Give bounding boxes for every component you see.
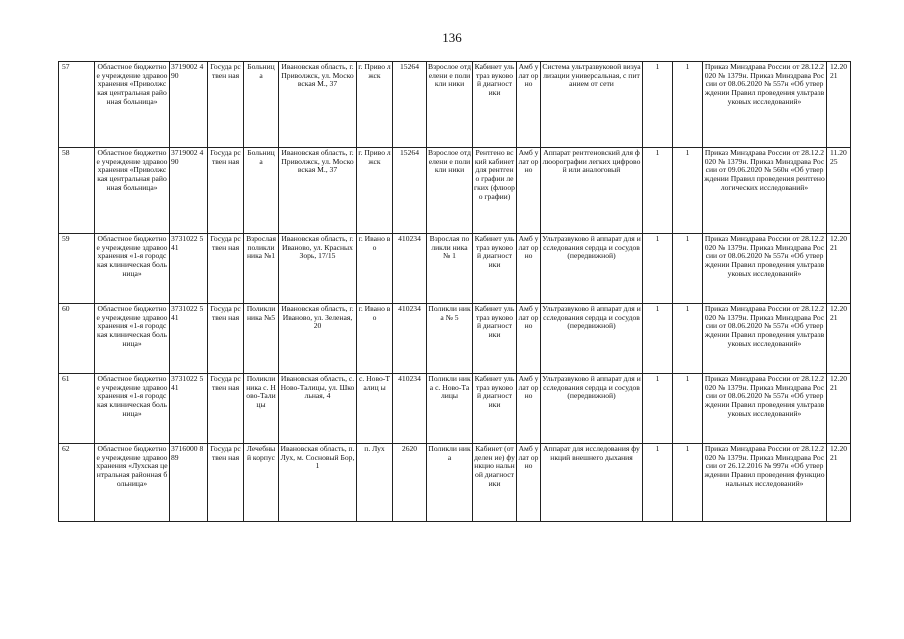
table-row <box>59 374 851 444</box>
delivery-date: 12.20 21 <box>827 304 851 374</box>
organization-name: Областное бюджетное учреждение здравоохранения «1-я городская клиническая больница» <box>95 304 170 374</box>
quantity-planned: 1 <box>673 234 703 304</box>
care-conditions: Амб улат орно <box>517 444 541 522</box>
department: Взрослая поликли ника № 1 <box>427 234 473 304</box>
page-number: 136 <box>442 30 462 45</box>
locality: п. Лух <box>357 444 393 522</box>
room: Рентгено вский кабинет для рентгено графии легких (флюоро графии) <box>473 148 517 234</box>
structural-unit: Больниц а <box>244 62 279 148</box>
locality: г. Ивано во <box>357 304 393 374</box>
ownership-form: Госуда рствен ная <box>208 444 244 522</box>
table-row <box>59 444 851 522</box>
structural-unit: Больниц а <box>244 148 279 234</box>
equipment-register-table <box>58 61 851 522</box>
quantity-planned: 1 <box>673 304 703 374</box>
quantity-required: 1 <box>643 444 673 522</box>
inn-code: 3731022 541 <box>170 374 208 444</box>
row-number: 57 <box>59 62 95 148</box>
address: Ивановская область, г. Иваново, ул. Красных Зорь, 17/15 <box>279 234 357 304</box>
regulatory-basis: Приказ Минздрава России от 28.12.2020 № 1379н. Приказ Минздрава России от 26.12.2016 № 997н «Об утверждении Правил проведения функциональных исследований» <box>703 444 827 522</box>
regulatory-basis: Приказ Минздрава России от 28.12.2020 № 1379н. Приказ Минздрава России от 08.06.2020 № 557н «Об утверждении Правил проведения ультразвуковых исследований» <box>703 62 827 148</box>
organization-name: Областное бюджетное учреждение здравоохранения «1-я городская клиническая больница» <box>95 374 170 444</box>
department: Поликли ника с. Ново-Талицы <box>427 374 473 444</box>
quantity-required: 1 <box>643 374 673 444</box>
postal-index: 2620 <box>393 444 427 522</box>
postal-index: 15264 <box>393 62 427 148</box>
care-conditions: Амб улат орно <box>517 304 541 374</box>
delivery-date: 12.20 21 <box>827 62 851 148</box>
room: Кабинет ультраз вуковой диагност ики <box>473 304 517 374</box>
postal-index: 15264 <box>393 148 427 234</box>
address: Ивановская область, с. Ново-Талицы, ул. Школьная, 4 <box>279 374 357 444</box>
structural-unit: Поликли ника с. Ново-Талицы <box>244 374 279 444</box>
locality: с. Ново-Талиц ы <box>357 374 393 444</box>
inn-code: 3719002 490 <box>170 148 208 234</box>
structural-unit: Поликли ника №5 <box>244 304 279 374</box>
regulatory-basis: Приказ Минздрава России от 28.12.2020 № 1379н. Приказ Минздрава России от 08.06.2020 № 557н «Об утверждении Правил проведения ультразвуковых исследований» <box>703 374 827 444</box>
ownership-form: Госуда рствен ная <box>208 62 244 148</box>
care-conditions: Амб улат орно <box>517 234 541 304</box>
inn-code: 3719002 490 <box>170 62 208 148</box>
quantity-planned: 1 <box>673 444 703 522</box>
equipment-name: Система ультразвуковой визуализации универсальная, с питанием от сети <box>541 62 643 148</box>
organization-name: Областное бюджетное учреждение здравоохранения «Приволжская центральная районная больница» <box>95 62 170 148</box>
care-conditions: Амб улат орно <box>517 374 541 444</box>
row-number: 61 <box>59 374 95 444</box>
postal-index: 410234 <box>393 374 427 444</box>
room: Кабинет (отделен ие) функцио нальной диагност ики <box>473 444 517 522</box>
row-number: 62 <box>59 444 95 522</box>
address: Ивановская область, г. Иваново, ул. Зеленая, 20 <box>279 304 357 374</box>
department: Взрослое отделени е поликли ники <box>427 148 473 234</box>
organization-name: Областное бюджетное учреждение здравоохранения «Приволжская центральная районная больница» <box>95 148 170 234</box>
quantity-required: 1 <box>643 304 673 374</box>
inn-code: 3731022 541 <box>170 234 208 304</box>
equipment-name: Аппарат рентгеновский для флюорографии легких цифровой или аналоговый <box>541 148 643 234</box>
delivery-date: 12.20 21 <box>827 234 851 304</box>
quantity-planned: 1 <box>673 374 703 444</box>
postal-index: 410234 <box>393 234 427 304</box>
room: Кабинет ультраз вуковой диагност ики <box>473 374 517 444</box>
equipment-name: Ультразвуково й аппарат для исследования сердца и сосудов (передвижной) <box>541 234 643 304</box>
postal-index: 410234 <box>393 304 427 374</box>
department: Поликли ника <box>427 444 473 522</box>
department: Поликли ника № 5 <box>427 304 473 374</box>
ownership-form: Госуда рствен ная <box>208 148 244 234</box>
table-row <box>59 304 851 374</box>
equipment-name: Ультразвуково й аппарат для исследования сердца и сосудов (передвижной) <box>541 304 643 374</box>
quantity-required: 1 <box>643 62 673 148</box>
department: Взрослое отделени е поликли ники <box>427 62 473 148</box>
row-number: 60 <box>59 304 95 374</box>
table-row <box>59 234 851 304</box>
delivery-date: 12.20 21 <box>827 374 851 444</box>
equipment-name: Ультразвуково й аппарат для исследования сердца и сосудов (передвижной) <box>541 374 643 444</box>
row-number: 58 <box>59 148 95 234</box>
organization-name: Областное бюджетное учреждение здравоохранения «Лухская центральная районная больница» <box>95 444 170 522</box>
delivery-date: 12.20 21 <box>827 444 851 522</box>
locality: г. Приво лжск <box>357 62 393 148</box>
structural-unit: Взрослая поликли ника №1 <box>244 234 279 304</box>
table-row <box>59 148 851 234</box>
ownership-form: Госуда рствен ная <box>208 374 244 444</box>
locality: г. Приво лжск <box>357 148 393 234</box>
room: Кабинет ультраз вуковой диагност ики <box>473 234 517 304</box>
table-body <box>59 62 851 522</box>
ownership-form: Госуда рствен ная <box>208 234 244 304</box>
room: Кабинет ультраз вуковой диагност ики <box>473 62 517 148</box>
organization-name: Областное бюджетное учреждение здравоохранения «1-я городская клиническая больница» <box>95 234 170 304</box>
locality: г. Ивано во <box>357 234 393 304</box>
delivery-date: 11.20 25 <box>827 148 851 234</box>
address: Ивановская область, г. Приволжск, ул. Московская М., 37 <box>279 148 357 234</box>
structural-unit: Лечебны й корпус <box>244 444 279 522</box>
row-number: 59 <box>59 234 95 304</box>
equipment-name: Аппарат для исследования функций внешнего дыхания <box>541 444 643 522</box>
inn-code: 3716000 889 <box>170 444 208 522</box>
address: Ивановская область, г. Приволжск, ул. Московская М., 37 <box>279 62 357 148</box>
regulatory-basis: Приказ Минздрава России от 28.12.2020 № 1379н. Приказ Минздрава России от 08.06.2020 № 557н «Об утверждении Правил проведения ультразвуковых исследований» <box>703 304 827 374</box>
care-conditions: Амб улат орно <box>517 148 541 234</box>
address: Ивановская область, п. Лух, м. Сосновый Бор, 1 <box>279 444 357 522</box>
quantity-planned: 1 <box>673 148 703 234</box>
inn-code: 3731022 541 <box>170 304 208 374</box>
quantity-required: 1 <box>643 148 673 234</box>
ownership-form: Госуда рствен ная <box>208 304 244 374</box>
quantity-required: 1 <box>643 234 673 304</box>
regulatory-basis: Приказ Минздрава России от 28.12.2020 № 1379н. Приказ Минздрава России от 08.06.2020 № 557н «Об утверждении Правил проведения ультразвуковых исследований» <box>703 234 827 304</box>
quantity-planned: 1 <box>673 62 703 148</box>
care-conditions: Амб улат орно <box>517 62 541 148</box>
table-row <box>59 62 851 148</box>
regulatory-basis: Приказ Минздрава России от 28.12.2020 № 1379н. Приказ Минздрава России от 09.06.2020 № 560н «Об утверждении Правил проведения рентгенологических исследований» <box>703 148 827 234</box>
